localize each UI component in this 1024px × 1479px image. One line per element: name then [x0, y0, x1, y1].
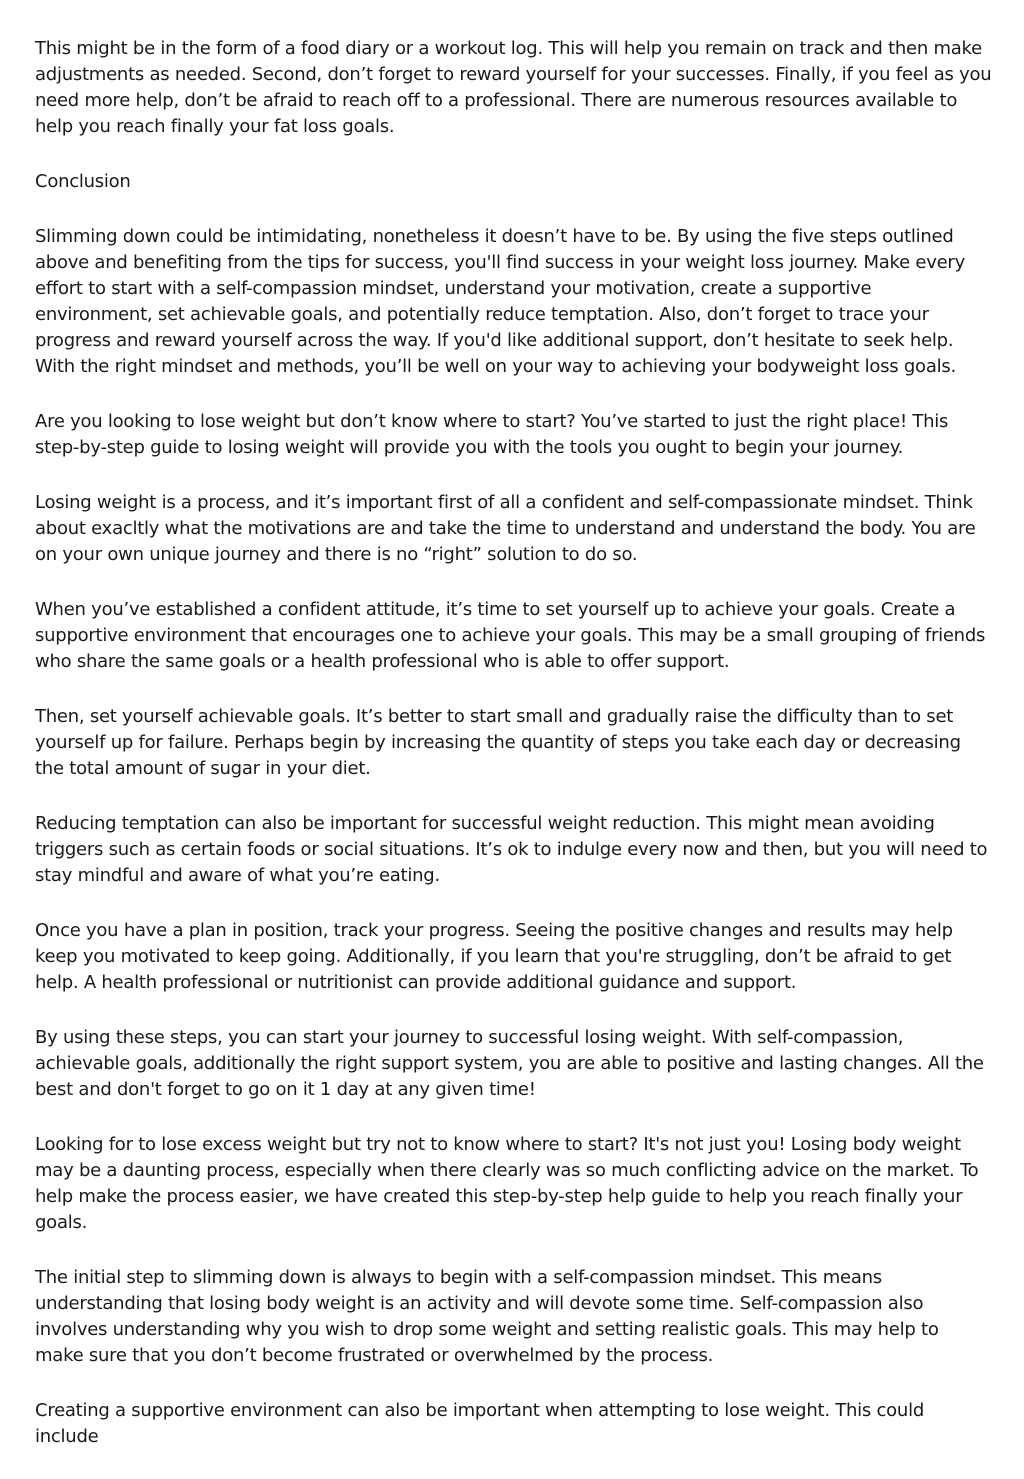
paragraph-initial-step: The initial step to slimming down is always to begin with a self-compassion mindset. This means understanding that losing body weight is an activity and will devote some time. Self-compassion also involves understanding why you wish to drop some weight and setting realistic goals. This may help to make sure that you don’t become frustrated or overwhelmed by the process.	[35, 1267, 939, 1366]
paragraph-achievable-goals: Then, set yourself achievable goals. It’s better to start small and gradually raise the difficulty than to set yourself up for failure. Perhaps begin by increasing the quantity of steps you take each day or decreasing the total amount of sugar in your diet.	[35, 706, 961, 779]
paragraph-supportive-environment: When you’ve established a confident attitude, it’s time to set yourself up to achieve your goals. Create a supportive environment that encourages one to achieve your goals. This may be a small grouping of friends who share the same goals or a health professional who is able to offer support.	[35, 599, 986, 672]
paragraph-conclusion: Slimming down could be intimidating, nonetheless it doesn’t have to be. By using the five steps outlined above and benefiting from the tips for success, you'll find success in your weight loss journey. Make every effort to start with a self-compassion mindset, understand your motivation, create a supportive environment, set achievable goals, and potentially reduce temptation. Also, don’t forget to trace your progress and reward yourself across the way. If you'd like additional support, don’t hesitate to seek help. With the right mindset and methods, you’ll be well on your way to achieving your bodyweight loss goals.	[35, 226, 965, 377]
paragraph-using-steps: By using these steps, you can start your journey to successful losing weight. With self-compassion, achievable goals, additionally the right support system, you are able to positive and lasting changes. All the best and don't forget to go on it 1 day at any given time!	[35, 1027, 984, 1100]
paragraph-mindset: Losing weight is a process, and it’s important first of all a confident and self-compassionate mindset. Think about exacltly what the motivations are and take the time to understand and understand the body. You are on your own unique journey and there is no “right” solution to do so.	[35, 492, 976, 565]
paragraph-reducing-temptation: Reducing temptation can also be important for successful weight reduction. This might mean avoiding triggers such as certain foods or social situations. It’s ok to indulge every now and then, but you will need to stay mindful and aware of what you’re eating.	[35, 813, 988, 886]
paragraph-track-progress: Once you have a plan in position, track your progress. Seeing the positive changes and results may help keep you motivated to keep going. Additionally, if you learn that you're struggling, don’t be afraid to get help. A health professional or nutritionist can provide additional guidance and support.	[35, 920, 953, 993]
paragraph-intro-question: Are you looking to lose weight but don’t know where to start? You’ve started to just the right place! This step-by-step guide to losing weight will provide you with the tools you ought to begin your journey.	[35, 411, 949, 458]
section-heading-conclusion: Conclusion	[35, 171, 131, 192]
paragraph-looking-to-lose: Looking for to lose excess weight but try not to know where to start? It's not just you! Losing body weight may be a daunting process, especially when there clearly was so much conflicting advice on the market. To help make the process easier, we have created this step-by-step help guide to help you reach finally your goals.	[35, 1134, 979, 1233]
paragraph-food-diary: This might be in the form of a food diary or a workout log. This will help you remain on track and then make adjustments as needed. Second, don’t forget to reward yourself for your successes. Finally, if you feel as you need more help, don’t be afraid to reach off to a professional. There are numerous resources available to help you reach finally your fat loss goals.	[35, 38, 992, 137]
paragraph-creating-environment: Creating a supportive environment can also be important when attempting to lose weight. This could include	[35, 1400, 925, 1447]
document-body	[35, 36, 992, 1479]
